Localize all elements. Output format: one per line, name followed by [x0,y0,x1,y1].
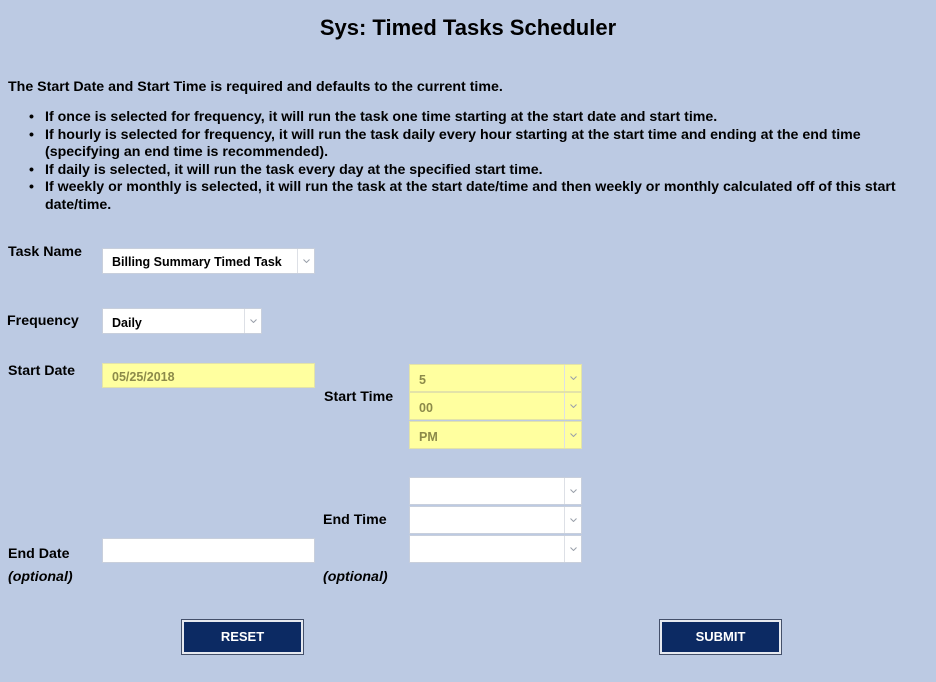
chevron-down-icon [564,478,581,504]
start-time-hour-select[interactable] [409,364,582,392]
instructions-list [27,109,932,214]
frequency-value: Daily [112,315,142,330]
chevron-down-icon [564,422,581,448]
end-date-optional-label: (optional) [8,569,73,585]
start-date-input[interactable] [102,363,315,388]
chevron-down-icon [297,249,314,273]
frequency-select[interactable] [102,308,262,334]
end-time-ampm-select[interactable] [409,535,582,563]
start-time-label: Start Time [324,389,394,405]
start-date-value: 05/25/2018 [112,369,175,384]
start-time-ampm-value: PM [419,429,438,444]
submit-button[interactable]: SUBMIT [660,620,781,654]
end-time-label: End Time [323,512,387,528]
chevron-down-icon [564,536,581,562]
reset-button[interactable]: RESET [182,620,303,654]
end-time-optional-label: (optional) [323,569,388,585]
start-time-minute-value: 00 [419,400,433,415]
chevron-down-icon [564,507,581,533]
chevron-down-icon [564,365,581,391]
task-name-label: Task Name [8,244,82,260]
start-time-minute-select[interactable] [409,392,582,420]
start-time-hour-value: 5 [419,372,426,387]
end-time-minute-select[interactable] [409,506,582,534]
frequency-label: Frequency [7,313,79,329]
page-title: Sys: Timed Tasks Scheduler [319,15,617,40]
instruction-daily: • If daily is selected, it will run the task every day at the specified start time. [27,162,932,180]
start-time-ampm-select[interactable] [409,421,582,449]
intro-text: The Start Date and Start Time is required and defaults to the current time. [8,79,503,95]
start-date-label: Start Date [8,363,76,379]
end-time-hour-select[interactable] [409,477,582,505]
end-date-label: End Date [8,546,70,562]
instruction-weekly-monthly: • If weekly or monthly is selected, it will run the task at the start date/time and then weekly or monthly calculated off of this start date/time. [27,179,932,214]
chevron-down-icon [564,393,581,419]
end-date-input[interactable] [102,538,315,563]
task-name-value: Billing Summary Timed Task [112,254,282,269]
instruction-hourly: • If hourly is selected for frequency, it will run the task daily every hour starting at the start time and ending at the end time (specifying an end time is recommended). [27,127,932,162]
instruction-once: • If once is selected for frequency, it will run the task one time starting at the start date and start time. [27,109,932,127]
task-name-select[interactable] [102,248,315,274]
chevron-down-icon [244,309,261,333]
